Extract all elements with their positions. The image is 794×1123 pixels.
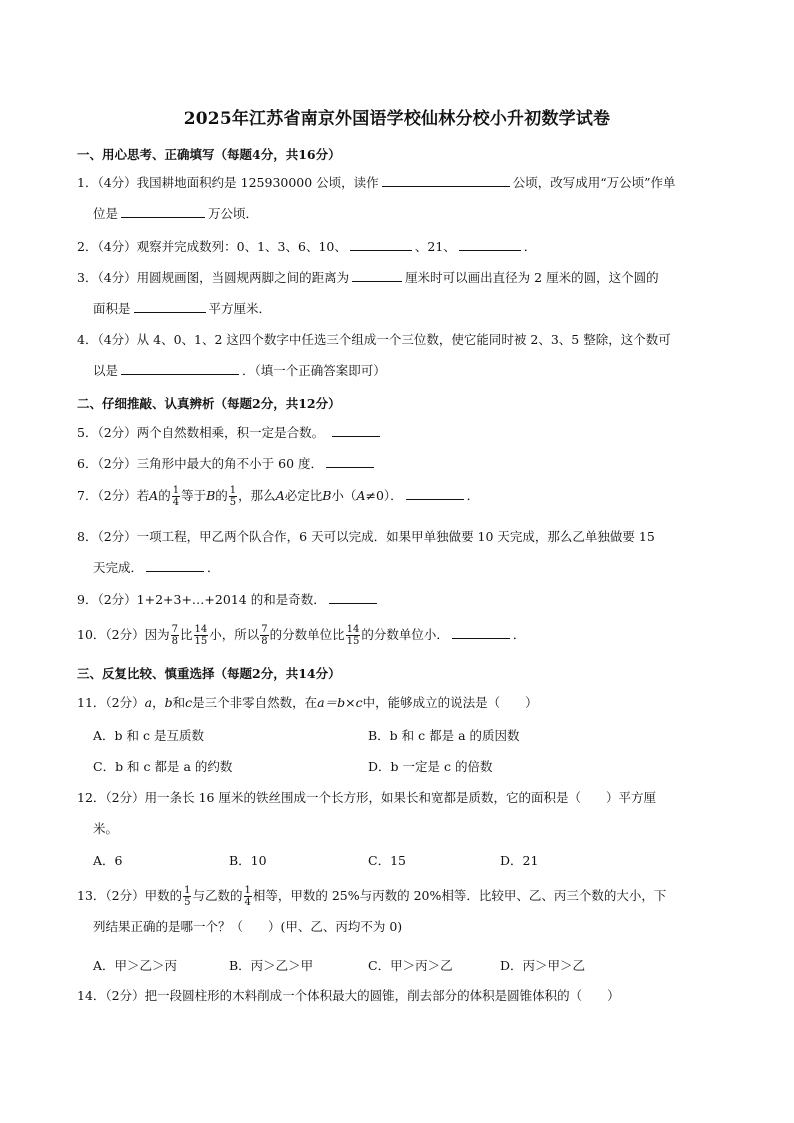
answer-blank[interactable] <box>146 557 204 572</box>
section-2-heading: 二、仔细推敲、认真辨析（每题2分，共12分） <box>77 396 341 411</box>
answer-blank[interactable] <box>332 422 380 437</box>
option-d[interactable]: D．21 <box>500 853 539 868</box>
section-3-heading: 三、反复比较、慎重选择（每题2分，共14分） <box>77 666 341 681</box>
option-c[interactable]: C．b 和 c 都是 a 的约数 <box>93 759 233 774</box>
question-8: 8．（2分）一项工程，甲乙两个队合作，6 天可以完成．如果甲单独做要 10 天完成，那么乙单独做要 15 天完成． ． <box>77 529 655 575</box>
fraction: $\frac{1}{5}$ <box>184 885 191 908</box>
answer-blank[interactable] <box>406 485 464 500</box>
fraction: $\frac{14}{15}$ <box>346 624 360 647</box>
option-d[interactable]: D．b 一定是 c 的倍数 <box>368 759 493 774</box>
exam-title: 2025年江苏省南京外国语学校仙林分校小升初数学试卷 <box>183 109 611 129</box>
fraction: $\frac{14}{15}$ <box>194 624 208 647</box>
answer-blank[interactable] <box>350 236 412 251</box>
answer-blank[interactable] <box>329 589 377 604</box>
fraction: $\frac{1}{4}$ <box>244 885 251 908</box>
question-11: 11．（2分）a，b和c是三个非零自然数，在a＝b×c中，能够成立的说法是（ ） <box>77 695 538 710</box>
section-1-heading: 一、用心思考、正确填写（每题4分，共16分） <box>77 147 341 162</box>
option-d[interactable]: D．丙＞甲＞乙 <box>500 958 586 973</box>
option-c[interactable]: C．甲＞丙＞乙 <box>368 958 453 973</box>
option-b[interactable]: B．丙＞乙＞甲 <box>229 958 314 973</box>
option-a[interactable]: A．甲＞乙＞丙 <box>93 958 178 973</box>
option-b[interactable]: B．10 <box>229 853 267 868</box>
option-b[interactable]: B．b 和 c 都是 a 的质因数 <box>368 728 520 743</box>
option-a[interactable]: A．b 和 c 是互质数 <box>93 728 204 743</box>
question-13: 13．（2分）甲数的 $\frac{1}{5}$ 与乙数的 $\frac{1}{4}$ 相等，甲数的 25%与丙数的 20%相等．比较甲、乙、丙三个数的大小，下 列结果正确的是哪一个？（ ）(甲、乙、丙均不为 0) <box>77 885 667 934</box>
answer-blank[interactable] <box>382 172 510 187</box>
fraction: $\frac{7}{8}$ <box>261 624 268 647</box>
question-12: 12．（2分）用一条长 16 厘米的铁丝围成一个长方形，如果长和宽都是质数，它的面积是（ ）平方厘 米。 <box>77 790 656 836</box>
question-4: 4．（4分）从 4、0、1、2 这四个数字中任选三个组成一个三位数，使它能同时被 2、3、5 整除，这个数可 以是 ．（填一个正确答案即可） <box>77 332 671 378</box>
option-c[interactable]: C．15 <box>368 853 406 868</box>
answer-blank[interactable] <box>452 624 510 639</box>
question-6: 6．（2分）三角形中最大的角不小于 60 度． <box>77 449 722 480</box>
answer-blank[interactable] <box>326 453 374 468</box>
fraction: $\frac{1}{4}$ <box>172 485 180 508</box>
fraction: $\frac{7}{8}$ <box>171 624 178 647</box>
answer-blank[interactable] <box>459 236 521 251</box>
question-14: 14．（2分）把一段圆柱形的木料削成一个体积最大的圆锥，削去部分的体积是圆锥体积的（ ） <box>77 988 620 1003</box>
answer-blank[interactable] <box>134 298 206 313</box>
question-10: 10．（2分）因为 $\frac{7}{8}$ 比 $\frac{14}{15}$ 小，所以 $\frac{7}{8}$ 的分数单位比 $\frac{14}{15}$ 的分数单位小． ． <box>77 624 526 647</box>
question-2: 2．（4分）观察并完成数列：0、1、3、6、10、 、21、 ． <box>77 232 722 263</box>
option-a[interactable]: A．6 <box>93 853 123 868</box>
question-5: 5．（2分）两个自然数相乘，积一定是合数。 <box>77 418 722 449</box>
answer-blank[interactable] <box>121 203 205 218</box>
answer-blank[interactable] <box>121 360 239 375</box>
question-7: 7．（2分）若A的 $\frac{1}{4}$ 等于B的 $\frac{1}{5}$ ，那么A必定比B小（A≠0）． ． <box>77 485 480 508</box>
question-3: 3．（4分）用圆规画图，当圆规两脚之间的距离为 厘米时可以画出直径为 2 厘米的圆，这个圆的 面积是 平方厘米． <box>77 263 722 324</box>
fraction: $\frac{1}{5}$ <box>229 485 237 508</box>
question-1: 1．（4分）我国耕地面积约是 125930000 公顷，读作 公顷，改写成用“万公顷”作单 位是 万公顷． <box>77 168 722 229</box>
question-9: 9．（2分）1+2+3+…+2014 的和是奇数． <box>77 585 722 616</box>
answer-blank[interactable] <box>352 267 402 282</box>
